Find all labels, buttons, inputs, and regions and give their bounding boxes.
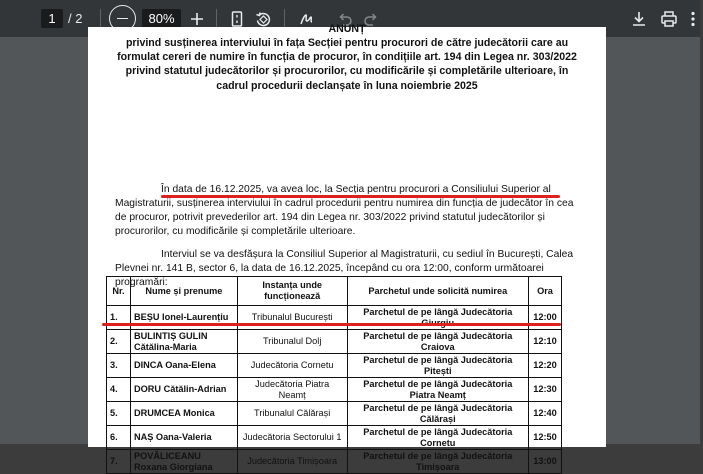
download-icon[interactable] — [629, 9, 649, 29]
cell-nr: 4. — [107, 378, 131, 402]
cell-prosecutor-office: Parchetul de pe lângă Judecătoria — [347, 306, 528, 330]
table-row — [107, 330, 562, 354]
paragraph-line: de procuror, potrivit prevederilor art. 194 din Legea nr. 303/2022 privind statutul judecătorilor și — [115, 212, 545, 224]
schedule-table — [106, 276, 562, 474]
toolbar-divider — [284, 9, 285, 29]
heading-title: ANUNȚ — [328, 23, 366, 35]
rotate-icon[interactable] — [253, 9, 273, 29]
cell-prosecutor-office: Parchetul de pe lângă Judecătoria Pitești — [347, 354, 528, 378]
document-viewer[interactable] — [0, 23, 700, 472]
page-count: / 2 — [68, 11, 83, 26]
cell-name: DRUMCEA Monica — [130, 402, 237, 426]
cell-court: Tribunalul Călărași — [237, 402, 347, 426]
table-header-row — [107, 277, 562, 306]
cell-time: 12:40 — [528, 402, 561, 426]
table-row — [107, 402, 562, 426]
zoom-in-icon[interactable] — [187, 9, 207, 29]
heading-line: formulat cereri de numire în funcția de procuror, în condițiile art. 194 din Legea nr. 303/2022 — [117, 51, 577, 64]
header-time: Ora — [528, 277, 561, 306]
cell-prosecutor-office: Parchetul de pe lângă Judecătoria Cornetu — [347, 426, 528, 450]
cell-time: 12:20 — [528, 354, 561, 378]
cell-time: 12:10 — [528, 330, 561, 354]
cell-time: 12:00 — [528, 306, 561, 330]
header-court: Instanța unde funcționează — [237, 277, 347, 306]
cell-name: POVĂLICEANU Roxana Giorgiana — [130, 450, 237, 474]
paragraph-line: În data de 16.12.2025, va avea loc, la Secția pentru procurori a Consiliului Superior al — [161, 184, 551, 195]
paragraph-line: Magistraturii, susținerea interviului în cadrul procedurii pentru numirea din funcția de judecător în cea — [115, 198, 574, 210]
header-nr: Nr. — [107, 277, 131, 306]
cell-time: 12:30 — [528, 378, 561, 402]
highlight-underline — [161, 195, 560, 198]
page-number-input[interactable]: 1 — [41, 9, 63, 28]
heading-line: privind statutul judecătorilor și procurorilor, cu modificările și completările ulterioare, în — [125, 65, 569, 78]
cell-time: 12:50 — [528, 426, 561, 450]
header-name: Nume și prenume — [130, 277, 237, 306]
cell-nr: 6. — [107, 426, 131, 450]
table-row — [107, 378, 562, 402]
cell-time: 13:00 — [528, 450, 561, 474]
zoom-level-input[interactable]: 80% — [142, 9, 181, 28]
cell-nr: 2. — [107, 330, 131, 354]
cell-court: Judecătoria Cornetu — [237, 354, 347, 378]
fit-page-icon[interactable] — [227, 9, 247, 29]
toolbar-divider — [216, 9, 217, 29]
cell-prosecutor-office: Parchetul de pe lângă Judecătoria Craiova — [347, 330, 528, 354]
cell-court: Judecătoria Sectorului 1 — [237, 426, 347, 450]
cell-court: Tribunalul Dolj — [237, 330, 347, 354]
annotate-icon[interactable] — [297, 9, 317, 29]
paragraph-interview-date — [115, 183, 581, 239]
paragraph-line: Plevnei nr. 141 B, sector 6, la data de 16.12.2025, începând cu ora 12:00, conform următoarei programări: — [115, 263, 544, 289]
cell-prosecutor-office: Parchetul de pe lângă Judecătoria Călărași — [347, 402, 528, 426]
cell-nr: 3. — [107, 354, 131, 378]
cell-prosecutor-office: Parchetul de pe lângă Judecătoria Timișoara — [347, 450, 528, 474]
cell-name: DINCA Oana-Elena — [130, 354, 237, 378]
table-row — [107, 426, 562, 450]
paragraph-line: procurorilor, cu modificările și completările ulterioare. — [115, 226, 356, 238]
cell-prosecutor-office: Parchetul de pe lângă Judecătoria Piatra Neamț — [347, 378, 528, 402]
paragraph-line: Interviul se va desfășura la Consiliul Superior al Magistraturii, cu sediul în București, Calea — [161, 249, 574, 260]
heading-line: privind susținerea interviului în fața Secției pentru procurori de către judecătorii care au — [125, 37, 569, 49]
cell-name: BULINTIȘ GULIN Cătălina-Maria — [130, 330, 237, 354]
cell-court: Judecătoria Piatra Neamț — [237, 378, 347, 402]
cell-nr: 5. — [107, 402, 131, 426]
announcement-heading — [88, 23, 606, 93]
highlight-underline — [102, 323, 561, 326]
cell-court: Tribunalul București — [237, 306, 347, 330]
cell-name: DORU Cătălin-Adrian — [130, 378, 237, 402]
table-row — [107, 450, 562, 474]
pdf-page — [88, 23, 606, 472]
cell-name: BEȘU Ionel-Laurențiu — [130, 306, 237, 330]
cell-court: Judecătoria Timișoara — [237, 450, 347, 474]
table-row — [107, 354, 562, 378]
header-prosecutor-office: Parchetul unde solicită numirea — [347, 277, 528, 306]
cell-name: NAȘ Oana-Valeria — [130, 426, 237, 450]
heading-line: cadrul procedurii declanșate în luna noiembrie 2025 — [216, 79, 478, 92]
print-icon[interactable] — [659, 9, 679, 29]
cell-nr: 7. — [107, 450, 131, 474]
cell-nr: 1. — [107, 306, 131, 330]
more-options-icon[interactable] — [683, 9, 703, 29]
toolbar-divider — [100, 9, 101, 29]
